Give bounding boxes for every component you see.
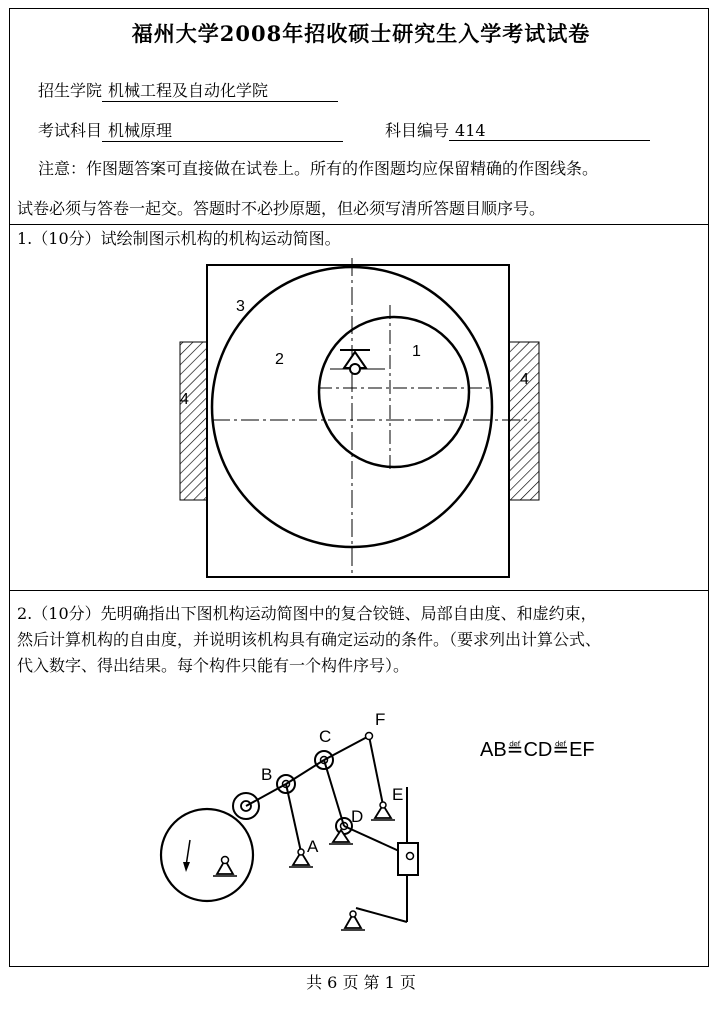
left-guide-4 — [180, 342, 207, 500]
label-2: 2 — [275, 351, 284, 368]
question-2-line-2: 然后计算机构的自由度，并说明该机构具有确定运动的条件。（要求列出计算公式、 — [17, 630, 602, 649]
label-c: C — [319, 727, 332, 746]
question-1-text: 1.（10分）试绘制图示机构的机构运动简图。 — [17, 229, 341, 248]
label-f: F — [375, 710, 386, 729]
eccentric-1 — [319, 317, 469, 467]
notice-line-1: 注意：作图题答案可直接做在试卷上。所有的作图题均应保留精确的作图线条。 — [38, 159, 599, 178]
question-divider — [9, 590, 709, 591]
right-guide-4 — [509, 342, 539, 500]
header-divider — [9, 224, 709, 225]
subject-label: 考试科目 — [38, 121, 103, 140]
label-4-left: 4 — [180, 391, 189, 408]
question-2-figure — [155, 700, 615, 950]
code-value: 414 — [449, 121, 650, 141]
code-row — [385, 118, 650, 141]
notice-line-2: 试卷必须与答卷一起交。答题时不必抄原题，但必须写清所答题目顺序号。 — [17, 199, 546, 218]
label-e: E — [392, 785, 404, 804]
question-2-line-1: 2.（10分）先明确指出下图机构运动简图中的复合铰链、局部自由度、和虚约束， — [17, 604, 597, 623]
label-1: 1 — [412, 343, 421, 360]
cam-disc — [161, 809, 253, 901]
college-value: 机械工程及自动化学院 — [102, 78, 338, 102]
code-label: 科目编号 — [385, 121, 450, 140]
college-row — [38, 78, 338, 102]
label-4-right: 4 — [520, 371, 529, 388]
college-label: 招生学院 — [38, 81, 103, 100]
subject-row — [38, 118, 343, 142]
label-3: 3 — [236, 298, 245, 315]
question-2-line-3: 代入数字、得出结果。每个构件只能有一个构件序号）。 — [17, 656, 410, 675]
exam-title: 福州大学2008年招收硕士研究生入学考试试卷 — [131, 21, 591, 46]
page-footer: 共 6 页 第 1 页 — [306, 973, 416, 992]
question-1-figure — [170, 255, 550, 585]
pivot-d-icon — [333, 830, 349, 842]
parallel-condition: AB≝CD≝EF — [480, 739, 595, 761]
label-d: D — [351, 807, 364, 826]
subject-value: 机械原理 — [102, 118, 343, 142]
label-b: B — [261, 765, 273, 784]
label-a: A — [307, 837, 319, 856]
